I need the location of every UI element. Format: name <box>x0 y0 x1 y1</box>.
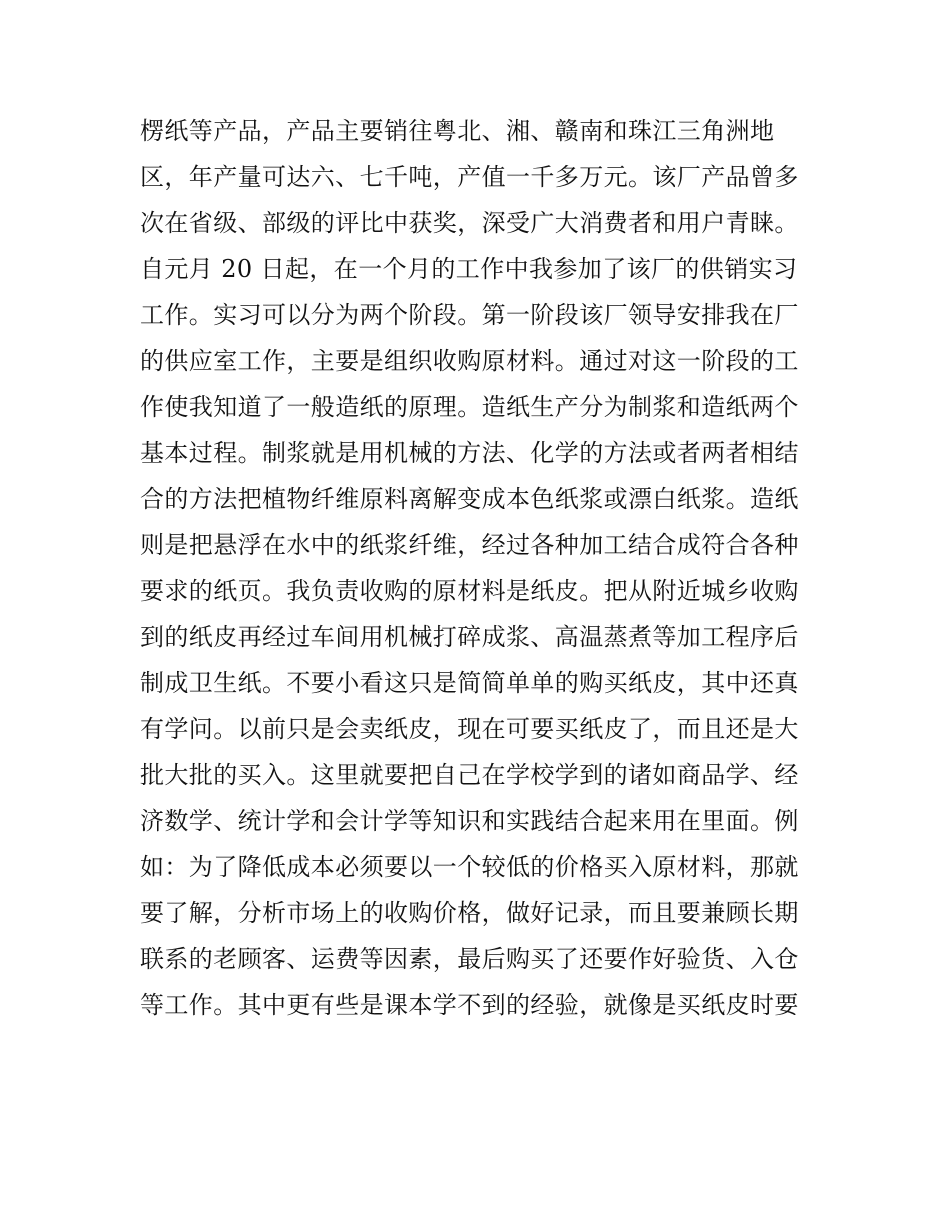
text-line: 则是把悬浮在水中的纸浆纤维，经过各种加工结合成符合各种 <box>140 531 799 559</box>
text-line: 如：为了降低成本必须要以一个较低的价格买入原材料，那就 <box>140 853 799 881</box>
text-line: 楞纸等产品，产品主要销往粤北、湘、赣南和珠江三角洲地 <box>140 117 775 145</box>
text-line: 合的方法把植物纤维原料离解变成本色纸浆或漂白纸浆。造纸 <box>140 485 799 513</box>
text-line: 次在省级、部级的评比中获奖，深受广大消费者和用户青睐。 <box>140 209 799 237</box>
text-line: 区，年产量可达六、七千吨，产值一千多万元。该厂产品曾多 <box>140 163 799 191</box>
text-line: 的供应室工作，主要是组织收购原材料。通过对这一阶段的工 <box>140 347 799 375</box>
text-line: 自元月 20 日起，在一个月的工作中我参加了该厂的供销实习 <box>140 255 798 283</box>
text-line: 济数学、统计学和会计学等知识和实践结合起来用在里面。例 <box>140 807 799 835</box>
text-line: 基本过程。制浆就是用机械的方法、化学的方法或者两者相结 <box>140 439 799 467</box>
text-line: 要了解，分析市场上的收购价格，做好记录，而且要兼顾长期 <box>140 899 799 927</box>
text-line: 到的纸皮再经过车间用机械打碎成浆、高温蒸煮等加工程序后 <box>140 623 799 651</box>
text-line: 有学问。以前只是会卖纸皮，现在可要买纸皮了，而且还是大 <box>140 715 799 743</box>
text-line: 联系的老顾客、运费等因素，最后购买了还要作好验货、入仓 <box>140 945 799 973</box>
text-line: 制成卫生纸。不要小看这只是简简单单的购买纸皮，其中还真 <box>140 669 799 697</box>
text-line: 等工作。其中更有些是课本学不到的经验，就像是买纸皮时要 <box>140 991 799 1019</box>
text-line: 作使我知道了一般造纸的原理。造纸生产分为制浆和造纸两个 <box>140 393 799 421</box>
text-line: 要求的纸页。我负责收购的原材料是纸皮。把从附近城乡收购 <box>140 577 799 605</box>
body-text <box>140 108 820 1028</box>
text-line: 批大批的买入。这里就要把自己在学校学到的诸如商品学、经 <box>140 761 799 789</box>
text-line: 工作。实习可以分为两个阶段。第一阶段该厂领导安排我在厂 <box>140 301 799 329</box>
